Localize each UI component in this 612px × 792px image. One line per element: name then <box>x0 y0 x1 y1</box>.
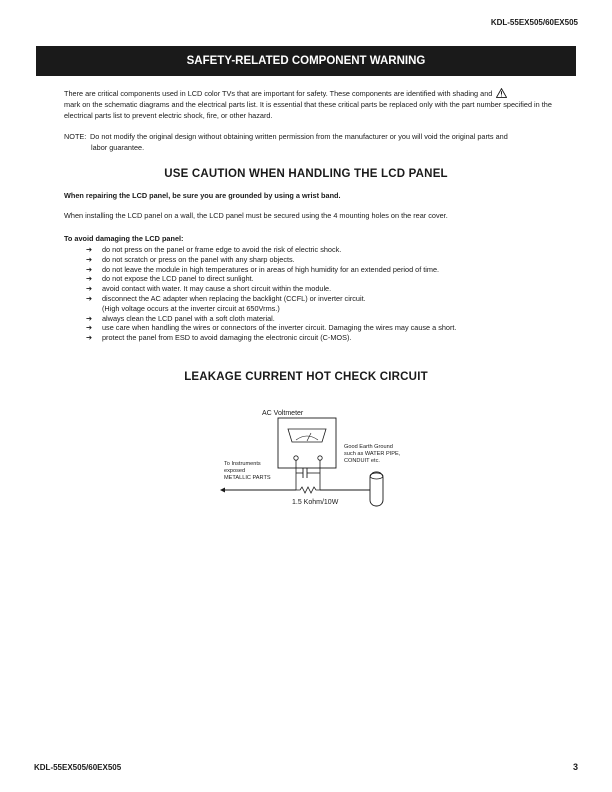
high-voltage-subnote: (High voltage occurs at the inverter circuit at 650Vrms.) <box>102 303 280 313</box>
left-label-line-3: METALLIC PARTS <box>224 475 271 481</box>
leakage-check-circuit-diagram <box>210 398 410 513</box>
lcd-caution-list <box>86 245 566 343</box>
leakage-heading: LEAKAGE CURRENT HOT CHECK CIRCUIT <box>184 371 428 383</box>
arrow-right-icon: ➔ <box>86 333 93 343</box>
right-label-line-1: Good Earth Ground <box>344 444 393 450</box>
arrow-right-icon: ➔ <box>86 274 93 284</box>
list-item-text: do not scratch or press on the panel with any sharp objects. <box>102 254 295 264</box>
page-number: 3 <box>572 762 578 772</box>
list-item <box>86 245 566 255</box>
arrow-right-icon: ➔ <box>86 245 93 254</box>
list-item <box>86 314 566 324</box>
resistor-label: 1.5 Kohm/10W <box>292 499 339 506</box>
list-item-text: do not press on the panel or frame edge to avoid the risk of electric shock. <box>102 245 342 254</box>
footer-model: KDL-55EX505/60EX505 <box>34 763 122 772</box>
list-item <box>86 284 566 294</box>
list-item-text: avoid contact with water. It may cause a short circuit within the module. <box>102 284 332 294</box>
warning-triangle-icon <box>496 88 507 98</box>
note-line-1: Do not modify the original design without obtaining written permission from the manufacturer or you will void the original parts and <box>90 132 508 141</box>
arrow-right-icon: ➔ <box>86 323 93 333</box>
header-model: KDL-55EX505/60EX505 <box>490 18 578 27</box>
voltmeter-box <box>278 418 336 468</box>
safety-paragraph-part1: There are critical components used in LCD color TVs that are important for safety. These components are identified with shading and <box>64 89 493 98</box>
list-item-text: do not leave the module in high temperatures or in areas of high humidity for an extended period of time. <box>102 264 440 274</box>
water-pipe-icon <box>370 472 383 506</box>
arrow-right-icon: ➔ <box>86 293 93 303</box>
list-item <box>86 274 566 284</box>
arrow-left-icon <box>220 488 225 493</box>
list-item <box>86 323 566 333</box>
list-item-text: do not expose the LCD panel to direct sunlight. <box>102 274 254 284</box>
left-label-line-1: To Instruments <box>224 461 261 467</box>
arrow-right-icon: ➔ <box>86 284 93 294</box>
installation-instruction: When installing the LCD panel on a wall, the LCD panel must be secured using the 4 mounting holes on the rear cover. <box>64 211 448 220</box>
grounded-instruction: When repairing the LCD panel, be sure you are grounded by using a wrist band. <box>64 191 341 200</box>
list-item-text: always clean the LCD panel with a soft cloth material. <box>102 313 275 323</box>
safety-paragraph-part2: mark on the schematic diagrams and the electrical parts list. It is essential that these critical parts be replaced only with the part number specified in the electrical parts list to prevent electric shock, fire, or other hazard. <box>64 100 552 120</box>
list-item-text: disconnect the AC adapter when replacing the backlight (CCFL) or inverter circuit. <box>102 293 366 303</box>
circuit-diagram <box>210 398 410 513</box>
right-label-line-2: such as WATER PIPE, <box>344 451 401 457</box>
list-item <box>86 294 566 304</box>
terminal-left-icon <box>294 456 298 460</box>
lcd-caution-heading: USE CAUTION WHEN HANDLING THE LCD PANEL <box>164 168 448 180</box>
arrow-right-icon: ➔ <box>86 313 93 323</box>
safety-warning-banner: SAFETY-RELATED COMPONENT WARNING <box>36 46 576 76</box>
safety-paragraph <box>64 88 554 121</box>
note-block <box>64 131 556 153</box>
note-label: NOTE: <box>64 132 87 141</box>
arrow-right-icon: ➔ <box>86 264 93 274</box>
list-item <box>86 333 566 343</box>
right-label-line-3: CONDUIT etc. <box>344 458 380 464</box>
meter-needle <box>307 433 311 441</box>
list-item <box>86 255 566 265</box>
avoid-damage-title: To avoid damaging the LCD panel: <box>64 234 184 243</box>
resistor-icon <box>296 487 320 493</box>
list-item-subnote <box>86 304 566 314</box>
left-label-line-2: exposed <box>224 468 246 474</box>
voltmeter-label: AC Voltmeter <box>262 410 304 417</box>
voltmeter-dial <box>288 429 326 442</box>
note-line-2: labor guarantee. <box>91 143 145 152</box>
list-item-text: use care when handling the wires or connectors of the inverter circuit. Damaging the wires may cause a short. <box>102 323 457 333</box>
list-item <box>86 265 566 275</box>
terminal-right-icon <box>318 456 322 460</box>
list-item-text: protect the panel from ESD to avoid damaging the electronic circuit (C-MOS). <box>102 333 352 343</box>
arrow-right-icon: ➔ <box>86 254 93 264</box>
